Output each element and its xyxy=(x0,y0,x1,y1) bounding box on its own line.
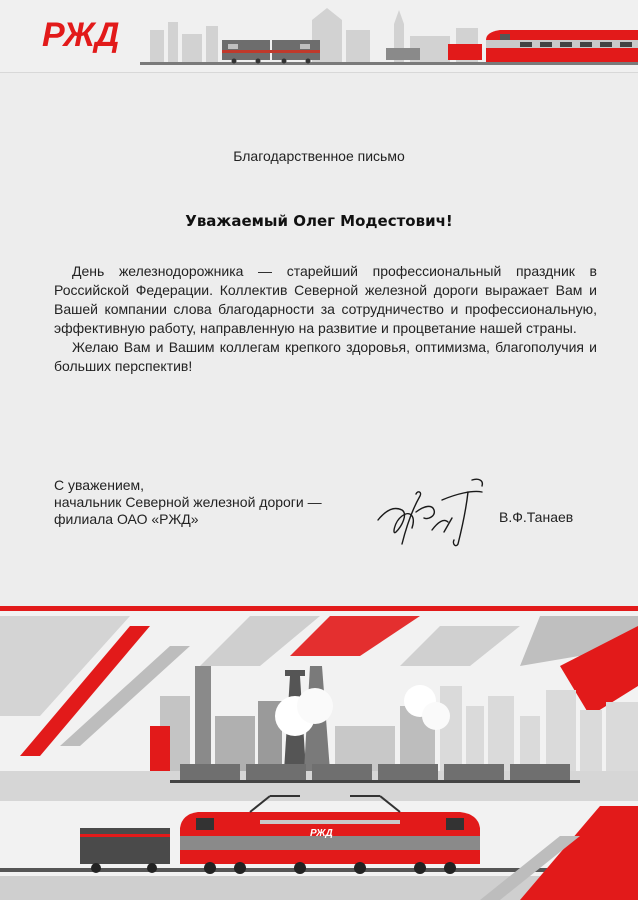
letterhead xyxy=(0,0,638,73)
footer-train-illustration xyxy=(0,606,638,900)
body-paragraph: Желаю Вам и Вашим коллегам крепкого здоровья, оптимизма, благополучия и больших перспектив! xyxy=(54,339,597,374)
svg-text:РЖД: РЖД xyxy=(42,16,120,54)
closing-line: филиала ОАО «РЖД» xyxy=(54,511,199,527)
letter-body xyxy=(54,262,597,376)
handwritten-signature xyxy=(372,470,512,550)
header-train-illustration xyxy=(0,0,638,72)
document-title: Благодарственное письмо xyxy=(233,148,405,164)
closing-block xyxy=(54,477,322,528)
signer-name: В.Ф.Танаев xyxy=(499,509,574,525)
closing-line: С уважением, xyxy=(54,477,145,493)
body-paragraph: День железнодорожника — старейший профессиональный праздник в Российской Федерации. Коллектив Северной железной дороги выражает Вам и Вашей компании слова благодарности за сотрудничество и профессиональную, эффективную работу, направленную на развитие и процветание нашей страны. xyxy=(54,263,597,336)
salutation: Уважаемый Олег Модестович! xyxy=(185,212,453,230)
closing-line: начальник Северной железной дороги — xyxy=(54,494,322,510)
svg-text:РЖД: РЖД xyxy=(310,828,333,839)
